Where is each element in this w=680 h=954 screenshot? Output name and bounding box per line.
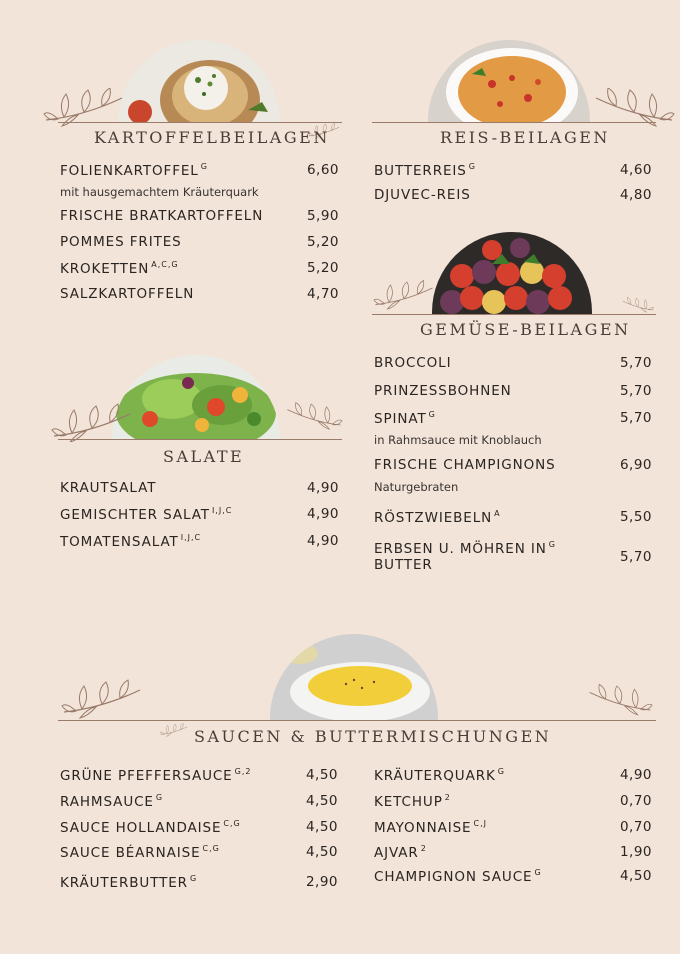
ratatouille-image [432, 232, 592, 314]
menu-item: TOMATENSALAT $^{I,J,C}$ [60, 533, 202, 550]
menu-item: KROKETTEN $^{A,C,G}$ [60, 260, 179, 277]
menu-item-description: in Rahmsauce mit Knoblauch [374, 433, 542, 447]
menu-item-price: 4,50 [305, 793, 338, 809]
menu-item: FRISCHE BRATKARTOFFELN [60, 208, 264, 224]
menu-item-price: 4,50 [305, 819, 338, 835]
menu-item-price: 4,90 [306, 533, 339, 549]
menu-item-price: 5,70 [619, 355, 652, 371]
menu-item-price: 4,90 [619, 767, 652, 783]
menu-item-price: 4,50 [619, 868, 652, 884]
menu-item-price: 5,70 [619, 383, 652, 399]
menu-item-price: 1,90 [619, 844, 652, 860]
hollandaise-sauce-image [270, 634, 438, 720]
menu-item-price: 6,60 [306, 162, 339, 178]
menu-item-price: 5,50 [619, 509, 652, 525]
menu-item-price: 4,50 [305, 767, 338, 783]
menu-item-price: 5,20 [306, 260, 339, 276]
menu-item: GEMISCHTER SALAT $^{I,J,C}$ [60, 506, 233, 523]
section-title-kartoffel: KARTOFFELBEILAGEN [94, 128, 330, 147]
menu-item: RAHMSAUCE $^G$ [60, 793, 164, 810]
section-title-gemuese: GEMÜSE-BEILAGEN [420, 320, 631, 339]
menu-item-continuation: BUTTER [374, 557, 433, 573]
menu-item: BROCCOLI [374, 355, 452, 371]
menu-item-price: 5,90 [306, 208, 339, 224]
leaf-decoration-icon [584, 680, 654, 720]
menu-item: ERBSEN U. MÖHREN IN $^G$ [374, 540, 556, 557]
section-title-salate: SALATE [163, 447, 245, 466]
menu-item: KRÄUTERBUTTER $^G$ [60, 874, 198, 891]
menu-item: FRISCHE CHAMPIGNONS [374, 457, 556, 473]
leaf-decoration-icon [284, 398, 344, 440]
menu-item: SALZKARTOFFELN [60, 286, 195, 302]
divider [58, 439, 342, 440]
leaf-decoration-icon [158, 722, 188, 746]
menu-item-price: 6,90 [619, 457, 652, 473]
menu-item-price: 2,90 [305, 874, 338, 890]
menu-item-price: 4,70 [306, 286, 339, 302]
menu-item: KETCHUP $^2$ [374, 793, 451, 810]
menu-item-price: 0,70 [619, 819, 652, 835]
menu-item-price: 4,60 [619, 162, 652, 178]
leaf-decoration-icon [60, 676, 150, 720]
menu-item: FOLIENKARTOFFEL $^G$ [60, 162, 208, 179]
leaf-decoration-icon [372, 278, 442, 314]
menu-item: POMMES FRITES [60, 234, 182, 250]
menu-item-price: 5,70 [619, 549, 652, 565]
baked-potato-image [118, 40, 280, 122]
rice-bowl-image [428, 40, 590, 122]
menu-item: RÖSTZWIEBELN $^A$ [374, 509, 501, 526]
menu-item-price: 4,90 [306, 506, 339, 522]
menu-item: SAUCE HOLLANDAISE $^{C,G}$ [60, 819, 241, 836]
divider [58, 720, 656, 721]
divider [372, 122, 656, 123]
menu-item-price: 4,50 [305, 844, 338, 860]
menu-item: SPINAT $^G$ [374, 410, 436, 427]
menu-item-price: 0,70 [619, 793, 652, 809]
menu-item-description: Naturgebraten [374, 480, 459, 494]
divider [58, 122, 342, 123]
menu-item-description: mit hausgemachtem Kräuterquark [60, 185, 259, 199]
section-title-saucen: SAUCEN & BUTTERMISCHUNGEN [194, 727, 552, 746]
menu-item-price: 5,20 [306, 234, 339, 250]
menu-item: CHAMPIGNON SAUCE $^G$ [374, 868, 542, 885]
menu-item: GRÜNE PFEFFERSAUCE $^{G,2}$ [60, 767, 252, 784]
menu-item: AJVAR $^2$ [374, 844, 427, 861]
menu-item-price: 5,70 [619, 410, 652, 426]
menu-item: DJUVEC-REIS [374, 187, 471, 203]
menu-item-price: 4,80 [619, 187, 652, 203]
menu-item: BUTTERREIS $^G$ [374, 162, 476, 179]
menu-item-price: 4,90 [306, 480, 339, 496]
divider [372, 314, 656, 315]
section-title-reis: REIS-BEILAGEN [440, 128, 610, 147]
menu-item: PRINZESSBOHNEN [374, 383, 512, 399]
menu-item: MAYONNAISE $^{C,J}$ [374, 819, 487, 836]
menu-item: KRAUTSALAT [60, 480, 157, 496]
menu-item: KRÄUTERQUARK $^G$ [374, 767, 505, 784]
menu-item: SAUCE BÉARNAISE $^{C,G}$ [60, 844, 220, 861]
leaf-decoration-icon [50, 402, 140, 442]
leaf-decoration-icon [620, 296, 656, 322]
